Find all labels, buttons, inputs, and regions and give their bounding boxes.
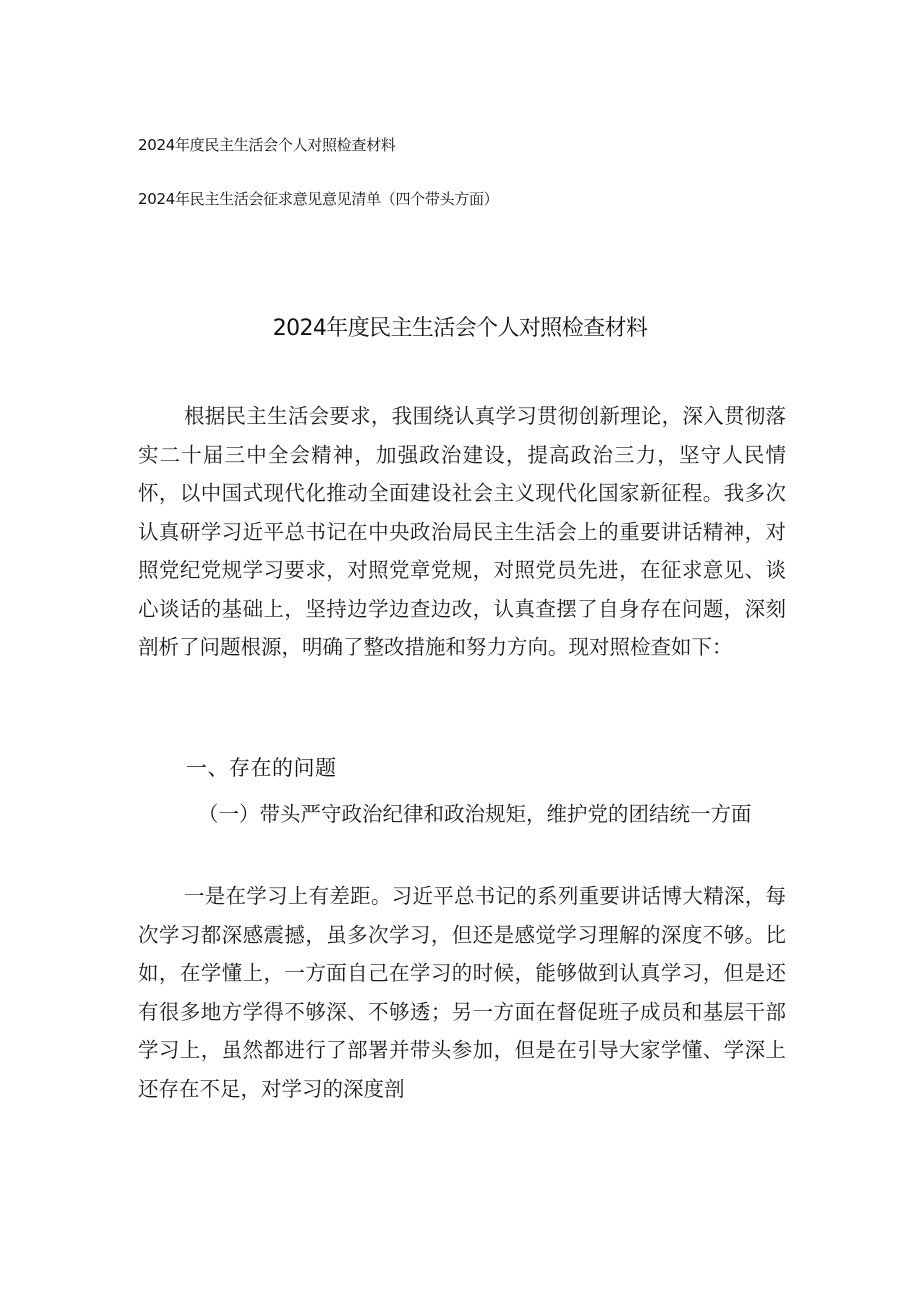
toc-item-1[interactable]: 2024年度民主生活会个人对照检查材料 [138,136,396,154]
subsection-heading-political-discipline: （一）带头严守政治纪律和政治规矩，维护党的团结统一方面 [198,802,752,826]
section-heading-problems: 一、存在的问题 [186,756,337,780]
intro-paragraph: 根据民主生活会要求，我围绕认真学习贯彻创新理论，深入贯彻落实二十届三中全会精神，加强政治建设，提高政治三力，坚守人民情怀，以中国式现代化推动全面建设社会主义现代化国家新征程。我多次认真研学习近平总书记在中央政治局民主生活会上的重要讲话精神，对照党纪党规学习要求，对照党章党规，对照党员先进，在征求意见、谈心谈话的基础上，坚持边学边查边改，认真查摆了自身存在问题，深刻剖析了问题根源，明确了整改措施和努力方向。现对照检查如下： [138,404,786,659]
toc-item-2[interactable]: 2024年民主生活会征求意见意见清单（四个带头方面） [138,190,499,208]
point-1-paragraph: 一是在学习上有差距。习近平总书记的系列重要讲话博大精深，每次学习都深感震撼，虽多次学习，但还是感觉学习理解的深度不够。比如，在学懂上，一方面自己在学习的时候，能够做到认真学习，但是还有很多地方学得不够深、不够透；另一方面在督促班子成员和基层干部学习上，虽然都进行了部署并带头参加，但是在引导大家学懂、学深上还存在不足，对学习的深度剖 [138,884,786,1101]
document-title: 2024年度民主生活会个人对照检查材料 [272,316,648,341]
